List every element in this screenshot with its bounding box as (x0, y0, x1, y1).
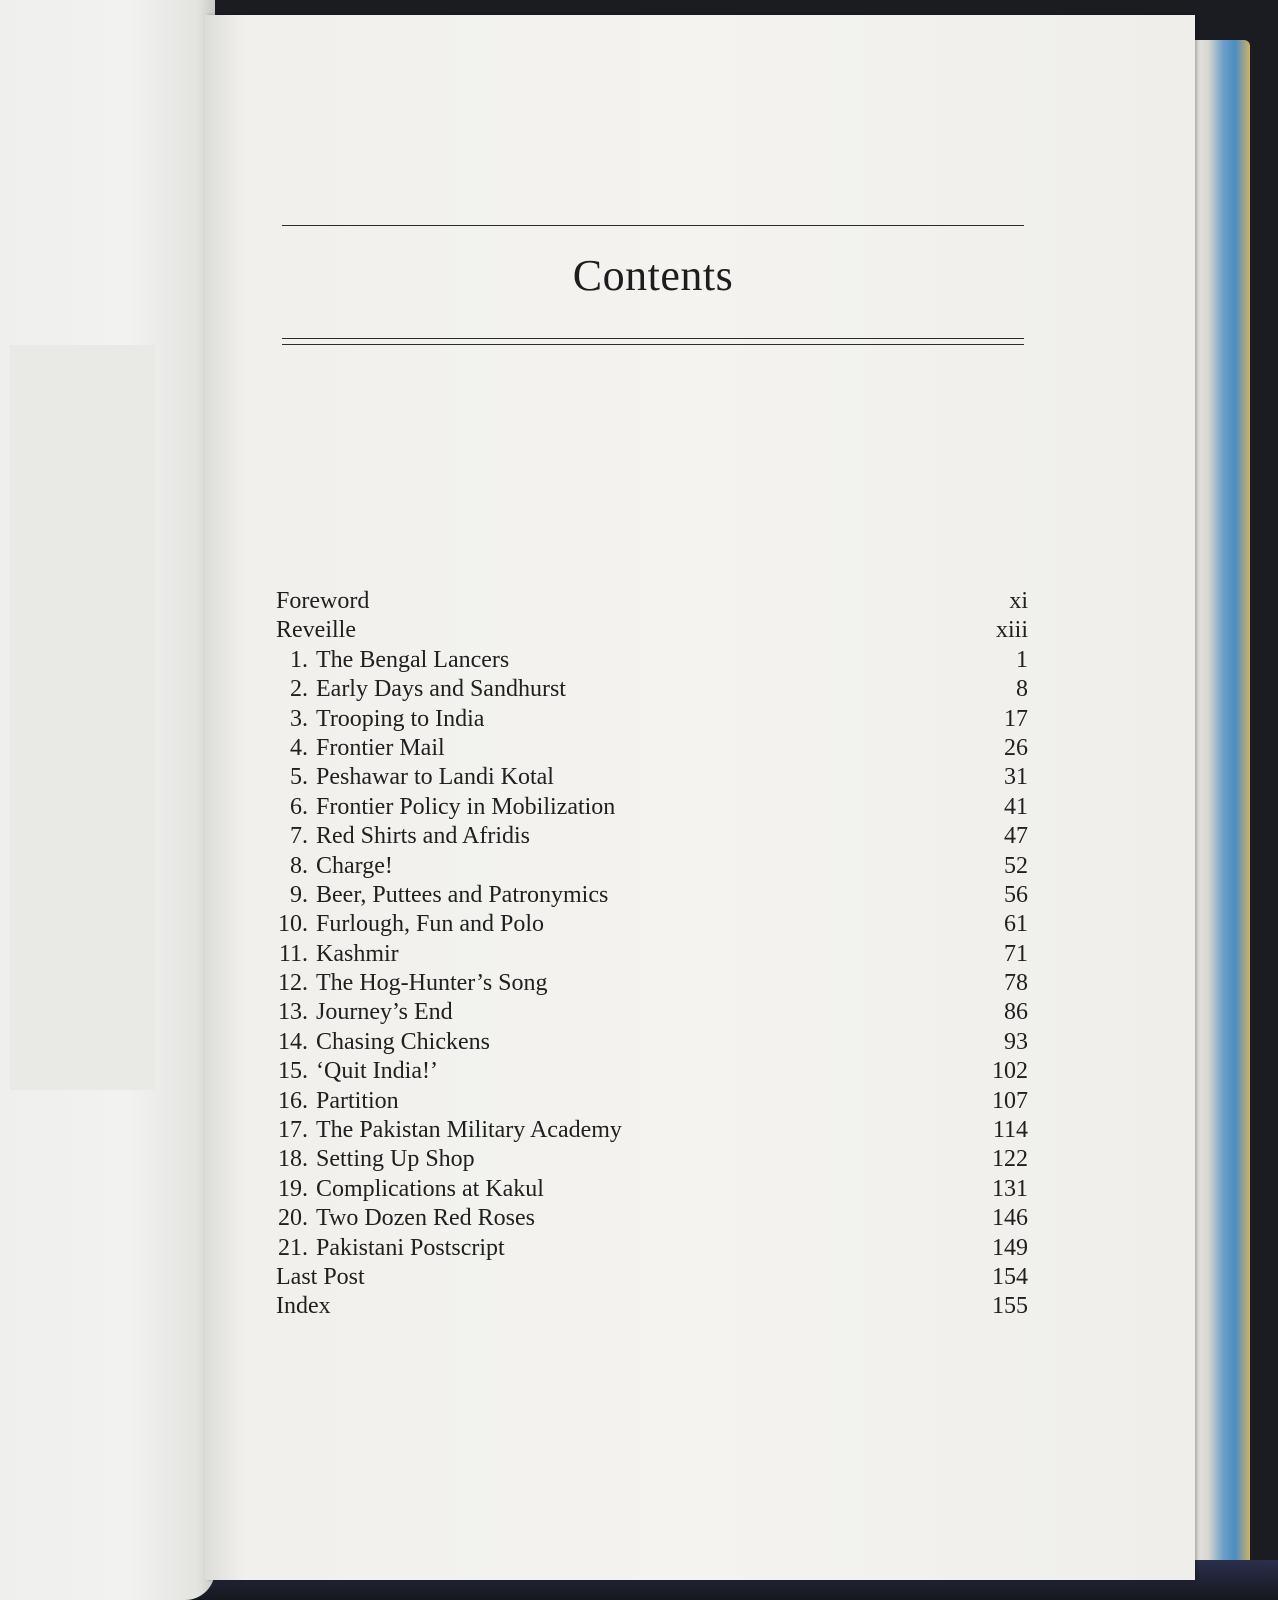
page-number: 17 (1004, 705, 1028, 732)
entry-title: Last Post (276, 1263, 365, 1290)
toc-entry (276, 587, 1028, 616)
chapter-number: 7. (290, 823, 308, 850)
chapter-number: 4. (290, 734, 308, 761)
entry-title: Beer, Puttees and Patronymics (316, 881, 609, 908)
page-number: 41 (1004, 793, 1028, 820)
chapter-number: 15. (278, 1058, 308, 1085)
toc-entry (276, 793, 1028, 822)
entry-title: The Hog-Hunter’s Song (316, 970, 548, 997)
page-number: 102 (992, 1058, 1028, 1085)
show-through-image (10, 345, 155, 1090)
toc-entry (276, 881, 1028, 910)
toc-entry (276, 1234, 1028, 1263)
chapter-number: 2. (290, 676, 308, 703)
entry-title: Frontier Policy in Mobilization (316, 793, 616, 820)
toc-entry (276, 1175, 1028, 1204)
toc-entry (276, 1145, 1028, 1174)
toc-entry (276, 646, 1028, 675)
page-number: 31 (1004, 764, 1028, 791)
entry-title: Kashmir (316, 940, 399, 967)
toc-entry (276, 910, 1028, 939)
entry-title: Partition (316, 1087, 399, 1114)
toc-entry (276, 675, 1028, 704)
left-page (0, 0, 215, 1600)
toc-entry (276, 998, 1028, 1027)
top-rule (282, 225, 1024, 226)
page-number: 56 (1004, 881, 1028, 908)
toc-entry (276, 734, 1028, 763)
page-number: 52 (1004, 852, 1028, 879)
page-number: 71 (1004, 940, 1028, 967)
entry-title: Early Days and Sandhurst (316, 676, 566, 703)
chapter-number: 12. (278, 970, 308, 997)
entry-title: ‘Quit India!’ (316, 1058, 438, 1085)
page-number: 131 (992, 1175, 1028, 1202)
page-number: 154 (992, 1263, 1028, 1290)
chapter-number: 20. (278, 1205, 308, 1232)
toc-entry (276, 1292, 1028, 1321)
entry-title: Red Shirts and Afridis (316, 823, 530, 850)
page-title: Contents (572, 251, 734, 300)
entry-title: Trooping to India (316, 705, 485, 732)
toc-entry (276, 852, 1028, 881)
page-number: 1 (1016, 646, 1028, 673)
page-number: 122 (992, 1146, 1028, 1173)
entry-title: Complications at Kakul (316, 1175, 544, 1202)
page-number: 149 (992, 1234, 1028, 1261)
entry-title: The Bengal Lancers (316, 646, 510, 673)
entry-title: Foreword (276, 588, 370, 614)
toc-entry (276, 1263, 1028, 1292)
bottom-rule (282, 338, 1024, 339)
table-of-contents (276, 587, 1028, 1322)
page-number: 78 (1004, 970, 1028, 997)
toc-entry (276, 1057, 1028, 1086)
page-number: 86 (1004, 999, 1028, 1026)
entry-title: Index (276, 1293, 331, 1320)
bottom-rule-second (282, 344, 1024, 345)
entry-title: Pakistani Postscript (316, 1234, 505, 1261)
chapter-number: 21. (278, 1234, 308, 1261)
chapter-number: 16. (278, 1087, 308, 1114)
page-number: 146 (992, 1205, 1028, 1232)
chapter-number: 11. (278, 940, 308, 967)
entry-title: Setting Up Shop (316, 1146, 475, 1173)
toc-entry (276, 763, 1028, 792)
chapter-number: 1. (290, 646, 308, 673)
entry-title: Charge! (316, 852, 393, 879)
page-number: 8 (1016, 676, 1028, 703)
page-number: 155 (992, 1293, 1028, 1320)
entry-title: Frontier Mail (316, 734, 445, 761)
page-number: 47 (1004, 823, 1028, 850)
chapter-number: 5. (290, 764, 308, 791)
toc-entry (276, 1116, 1028, 1145)
entry-title: Two Dozen Red Roses (316, 1205, 535, 1232)
entry-title: Furlough, Fun and Polo (316, 911, 545, 938)
page-number: 107 (992, 1087, 1028, 1114)
chapter-number: 13. (278, 999, 308, 1026)
chapter-number: 8. (290, 852, 308, 879)
page-number: 114 (992, 1117, 1028, 1144)
chapter-number: 18. (278, 1146, 308, 1173)
entry-title: Reveille (276, 617, 356, 644)
page-number: xi (1009, 588, 1028, 614)
entry-title: Peshawar to Landi Kotal (316, 764, 554, 791)
page-number: 26 (1004, 734, 1028, 761)
page-number: 61 (1004, 911, 1028, 938)
chapter-number: 14. (278, 1028, 308, 1055)
chapter-number: 17. (278, 1117, 308, 1144)
chapter-number: 6. (290, 793, 308, 820)
chapter-number: 10. (278, 911, 308, 938)
toc-entry (276, 822, 1028, 851)
chapter-number: 3. (290, 705, 308, 732)
toc-entry (276, 1204, 1028, 1233)
toc-entry (276, 969, 1028, 998)
entry-title: The Pakistan Military Academy (316, 1117, 622, 1144)
book-cover-edge (1190, 40, 1250, 1580)
toc-entry (276, 940, 1028, 969)
toc-entry (276, 1087, 1028, 1116)
entry-title: Chasing Chickens (316, 1028, 490, 1055)
toc-entry (276, 1028, 1028, 1057)
page-number: xiii (995, 617, 1028, 644)
entry-title: Journey’s End (316, 999, 453, 1026)
chapter-number: 19. (278, 1175, 308, 1202)
toc-entry (276, 616, 1028, 645)
page-number: 93 (1004, 1028, 1028, 1055)
chapter-number: 9. (290, 881, 308, 908)
toc-entry (276, 705, 1028, 734)
